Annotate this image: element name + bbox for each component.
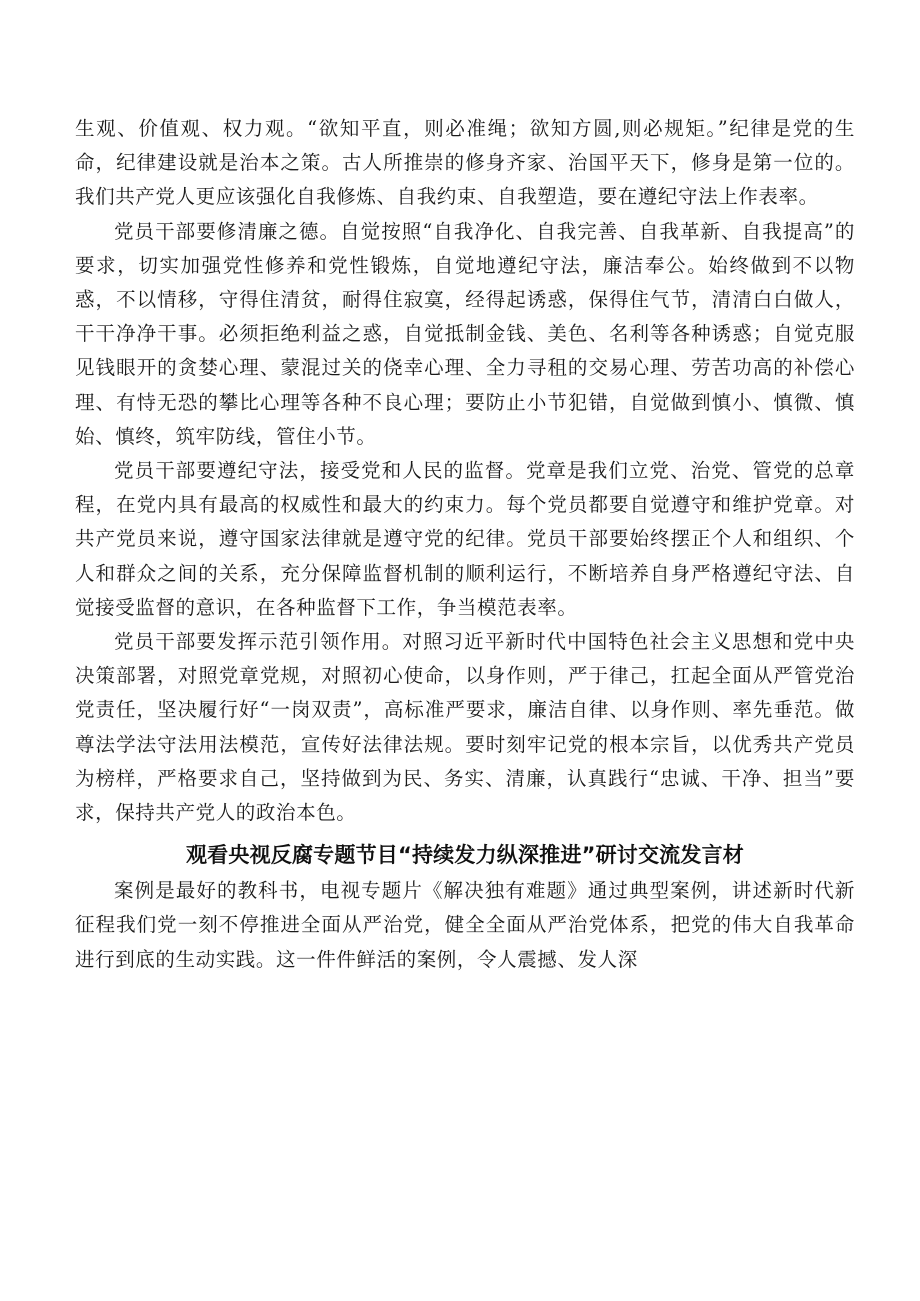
body-paragraph-continued: 生观、价值观、权力观。“欲知平直，则必准绳；欲知方圆,则必规矩。”纪律是党的生命，纪律建设就是治本之策。古人所推崇的修身齐家、治国平天下，修身是第一位的。我们共产党人更应该强化自我修炼、自我约束、自我塑造，要在遵纪守法上作表率。 bbox=[75, 117, 855, 209]
section-heading: 观看央视反腐专题节目“持续发力纵深推进”研讨交流发言材 bbox=[185, 843, 744, 868]
body-paragraph-exemplary-role: 党员干部要发挥示范引领作用。对照习近平新时代中国特色社会主义思想和党中央决策部署，对照党章党规，对照初心使命，以身作则，严于律己，扛起全面从严管党治党责任，坚决履行好“一岗双责”，高标准严要求，廉洁自律、以身作则、率先垂范。做尊法学法守法用法模范，宣传好法律法规。要时刻牢记党的根本宗旨，以优秀共产党员为榜样，严格要求自己，坚持做到为民、务实、清廉，认真践行“忠诚、干净、担当”要求，保持共产党人的政治本色。 bbox=[75, 630, 855, 825]
body-paragraph-integrity: 党员干部要修清廉之德。自觉按照“自我净化、自我完善、自我革新、自我提高”的要求，切实加强党性修养和党性锻炼，自觉地遵纪守法，廉洁奉公。始终做到不以物惑，不以情移，守得住清贫，耐得住寂寞，经得起诱惑，保得住气节，清清白白做人，干干净净干事。必须拒绝利益之惑，自觉抵制金钱、美色、名利等各种诱惑；自觉克服见钱眼开的贪婪心理、蒙混过关的侥幸心理、全力寻租的交易心理、劳苦功高的补偿心理、有恃无恐的攀比心理等各种不良心理；要防止小节犯错，自觉做到慎小、慎微、慎始、慎终，筑牢防线，管住小节。 bbox=[75, 219, 855, 448]
document-page bbox=[75, 112, 855, 977]
body-paragraph-law-supervision: 党员干部要遵纪守法，接受党和人民的监督。党章是我们立党、治党、管党的总章程，在党内具有最高的权威性和最大的约束力。每个党员都要自觉遵守和维护党章。对共产党员来说，遵守国家法律就是遵守党的纪律。党员干部要始终摆正个人和组织、个人和群众之间的关系，充分保障监督机制的顺利运行，不断培养自身严格遵纪守法、自觉接受监督的意识，在各种监督下工作，争当模范表率。 bbox=[75, 459, 855, 619]
body-paragraph-case-study: 案例是最好的教科书，电视专题片《解决独有难题》通过典型案例，讲述新时代新征程我们党一刻不停推进全面从严治党，健全全面从严治党体系，把党的伟大自我革命进行到底的生动实践。这一件件鲜活的案例，令人震撼、发人深 bbox=[75, 879, 855, 971]
